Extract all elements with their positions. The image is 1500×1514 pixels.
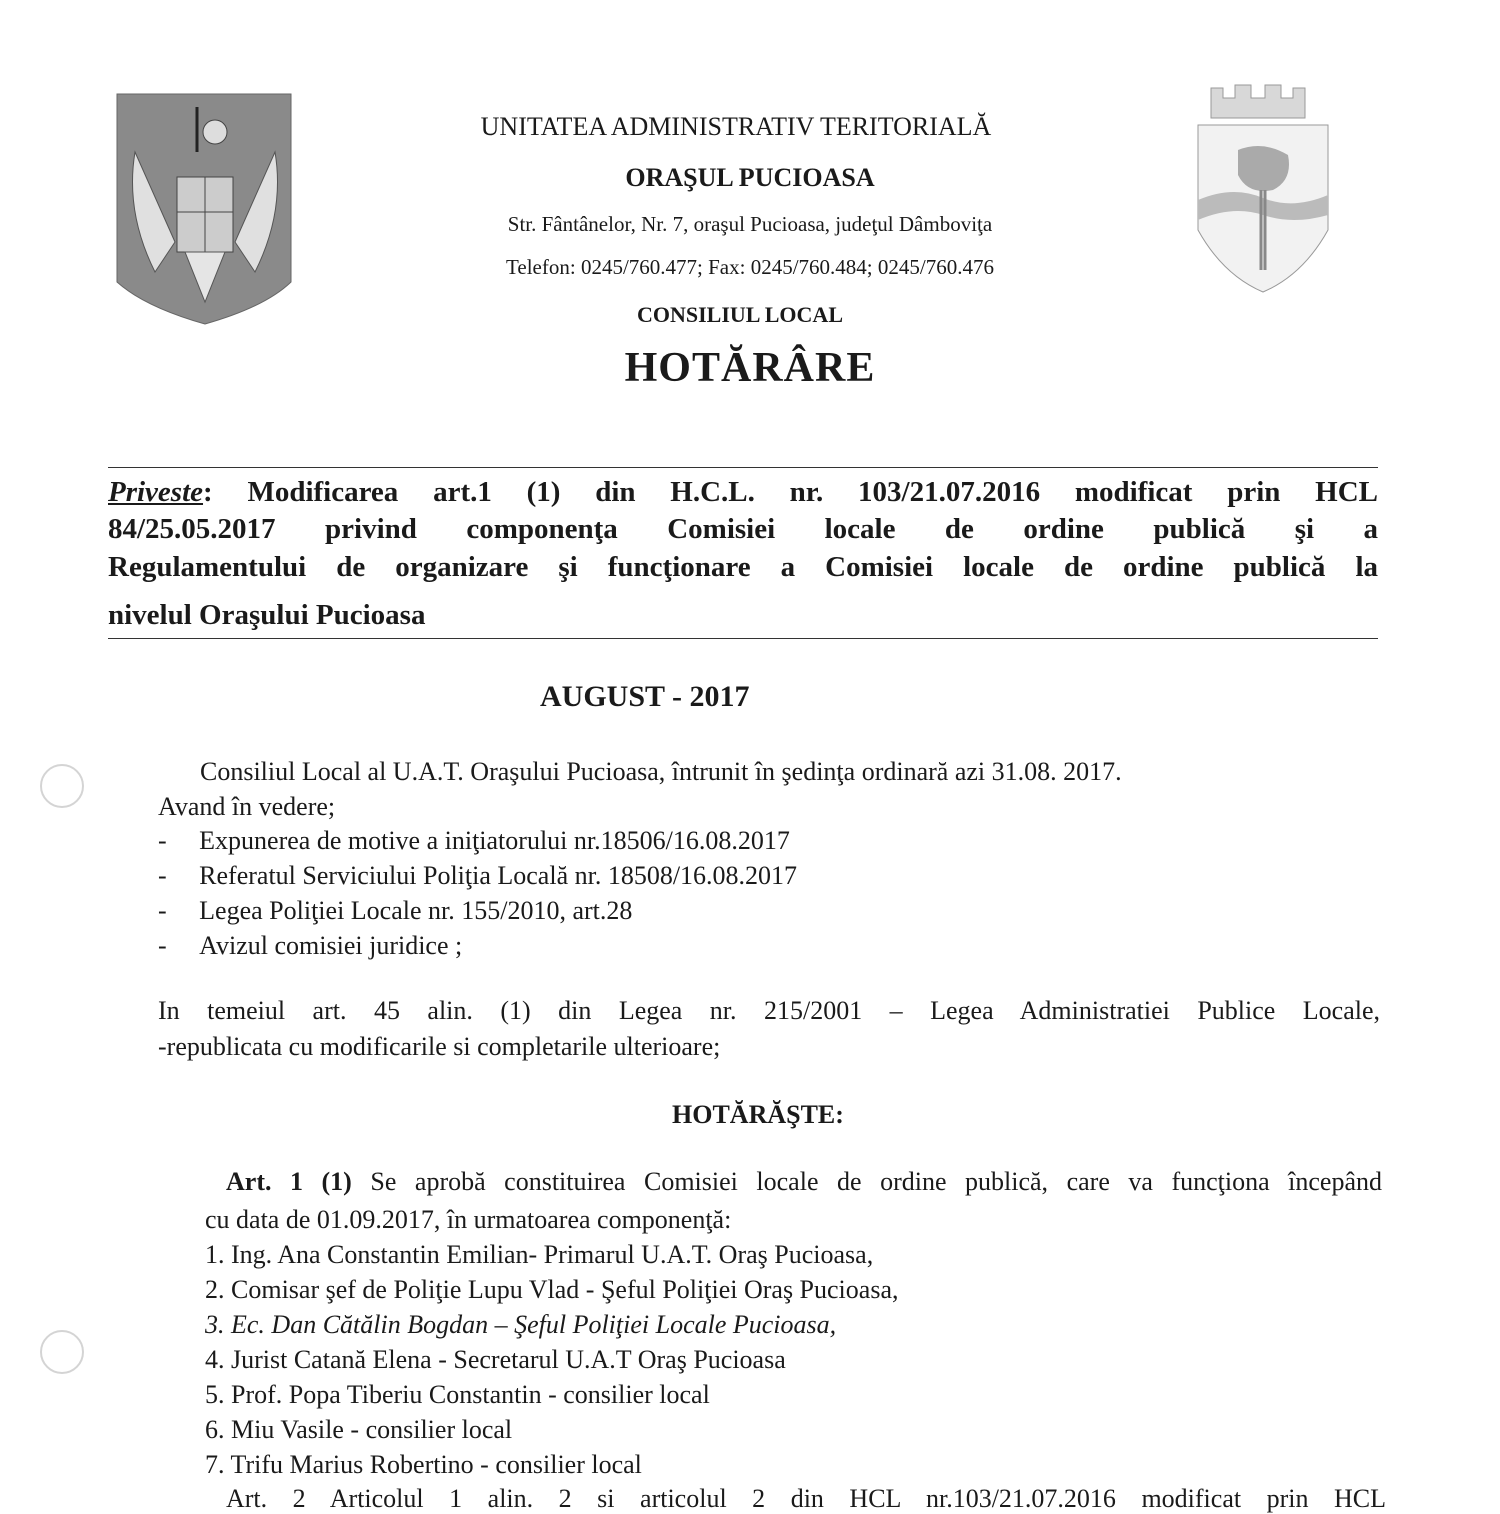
considering-label: Avand în vedere;	[158, 792, 336, 821]
header-city: ORAŞUL PUCIOASA	[625, 163, 875, 192]
consideration-item: - Expunerea de motive a iniţiatorului nr.18506/16.08.2017	[158, 826, 790, 855]
member-item: 2. Comisar şef de Poliţie Lupu Vlad - Şeful Poliţiei Oraş Pucioasa,	[205, 1275, 899, 1304]
member-item: 4. Jurist Catană Elena - Secretarul U.A.T Oraş Pucioasa	[205, 1345, 786, 1374]
decides-heading: HOTĂRĂŞTE:	[672, 1100, 844, 1129]
header-council: CONSILIUL LOCAL	[636, 302, 843, 327]
legal-basis-line-2: -republicata cu modificarile si completarile ulterioare;	[158, 1032, 721, 1061]
header-phone: Telefon: 0245/760.477; Fax: 0245/760.484; 0245/760.476	[506, 255, 994, 279]
punch-hole	[40, 1330, 84, 1374]
subject-line-1: Priveste: Modificarea art.1 (1) din H.C.L. nr. 103/21.07.2016 modificat prin HCL	[108, 476, 1378, 508]
header-unit: UNITATEA ADMINISTRATIV TERITORIALĂ	[480, 112, 992, 141]
subject-line-2: 84/25.05.2017 privind componenţa Comisiei locale de ordine publică şi a	[108, 513, 1378, 545]
art2-partial-line: Art. 2 Articolul 1 alin. 2 si articolul 2 din HCL nr.103/21.07.2016 modificat prin HCL	[226, 1484, 1386, 1513]
art1-line-1: Art. 1 (1) Se aprobă constituirea Comisiei locale de ordine publică, care va funcţiona începând	[226, 1167, 1383, 1196]
subject-line-3: Regulamentului de organizare şi funcţionare a Comisiei locale de ordine publică la	[108, 551, 1378, 583]
member-item: 5. Prof. Popa Tiberiu Constantin - consilier local	[205, 1380, 710, 1409]
subject-label: Priveste	[108, 476, 204, 508]
consideration-item: - Referatul Serviciului Poliţia Locală nr. 18508/16.08.2017	[158, 861, 798, 890]
date-heading: AUGUST - 2017	[540, 680, 750, 713]
member-item: 6. Miu Vasile - consilier local	[205, 1415, 513, 1444]
consideration-item: - Avizul comisiei juridice ;	[158, 931, 463, 960]
punch-hole	[40, 764, 84, 808]
document-title: HOTĂRÂRE	[624, 345, 876, 391]
member-item: 7. Trifu Marius Robertino - consilier local	[205, 1450, 642, 1479]
intro-text: Consiliul Local al U.A.T. Oraşului Pucioasa, întrunit în şedinţa ordinară azi 31.08. 2017.	[200, 757, 1122, 786]
art1-line-2: cu data de 01.09.2017, în urmatoarea componenţă:	[205, 1205, 732, 1234]
member-item: 3. Ec. Dan Cătălin Bogdan – Şeful Poliţiei Locale Pucioasa,	[205, 1310, 837, 1339]
member-item: 1. Ing. Ana Constantin Emilian- Primarul U.A.T. Oraş Pucioasa,	[205, 1240, 874, 1269]
header-address: Str. Fântânelor, Nr. 7, oraşul Pucioasa, judeţul Dâmboviţa	[507, 212, 993, 236]
subject-line-4: nivelul Oraşului Pucioasa	[108, 599, 426, 631]
consideration-item: - Legea Poliţiei Locale nr. 155/2010, art.28	[158, 896, 633, 925]
legal-basis-line-1: In temeiul art. 45 alin. (1) din Legea nr. 215/2001 – Legea Administratiei Publice Locale,	[158, 996, 1380, 1025]
